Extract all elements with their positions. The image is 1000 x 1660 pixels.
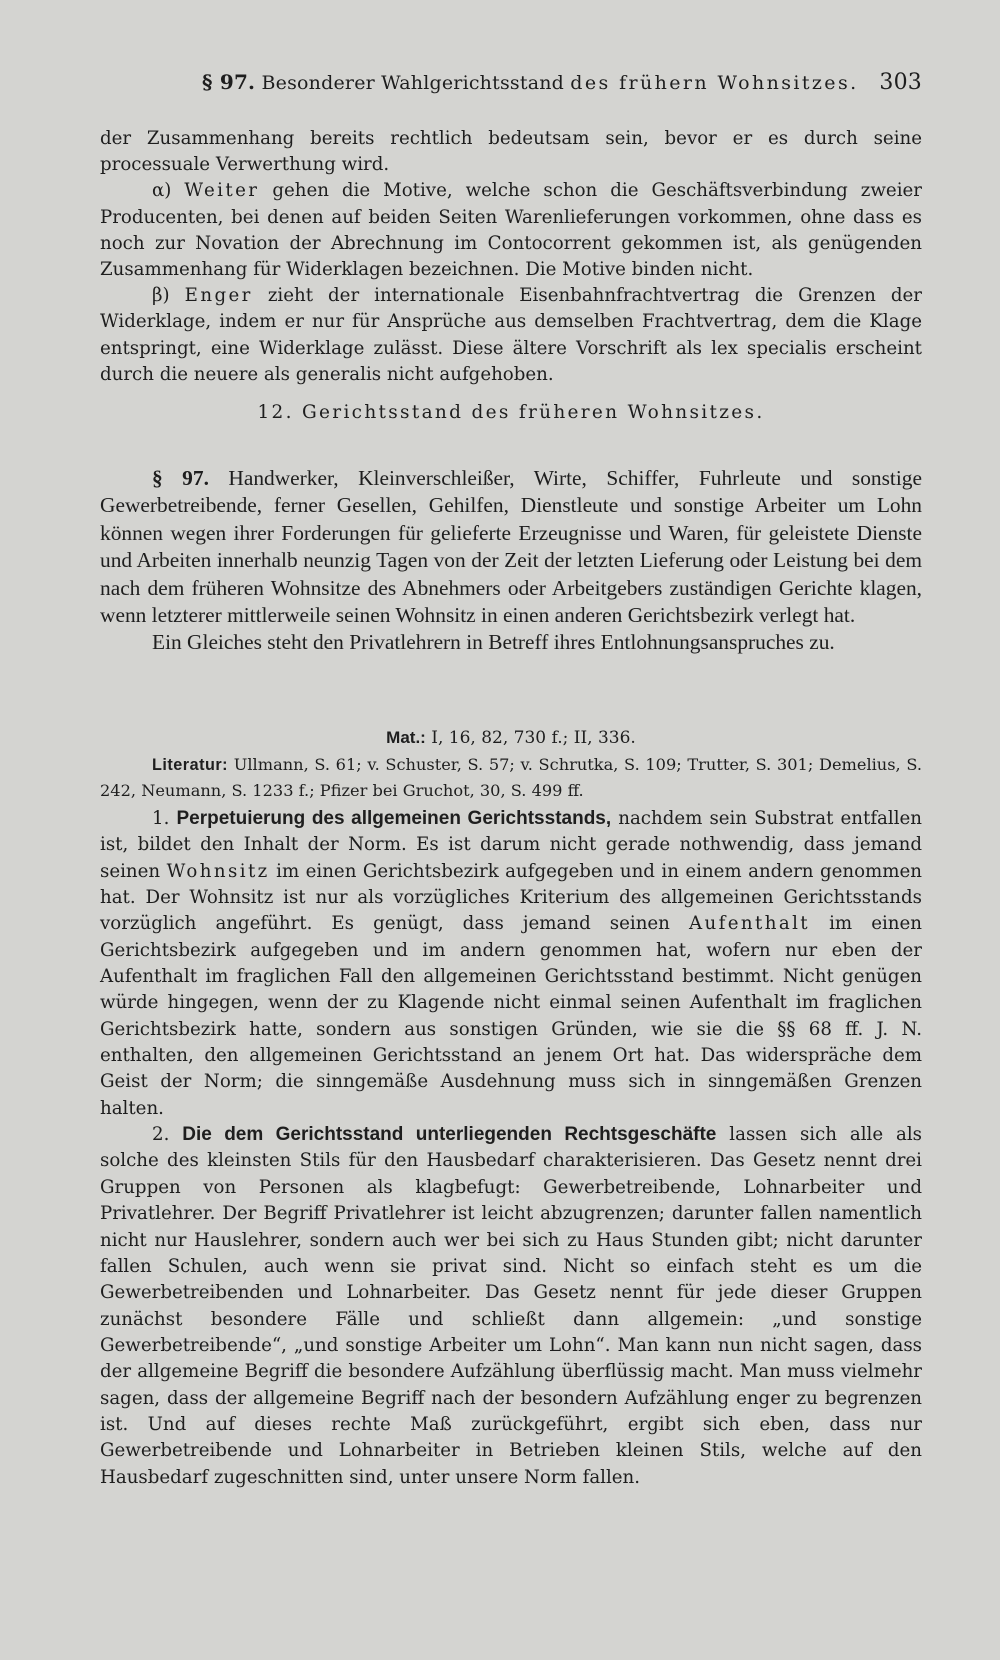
- note-2-heading: Die dem Gerichtsstand unterliegenden Rechtsgeschäfte: [182, 1124, 717, 1146]
- alpha-text: gehen die Motive, welche schon die Geschäftsverbindung zweier Producenten, bei denen auf beiden Seiten Warenlieferungen vorkommen, ohne dass es noch zur Novation der Abrechnung im Contocorrent gekommen ist, als genügenden Zusammenhang für Widerklagen bezeichnen. Die Motive binden nicht.: [100, 180, 922, 281]
- statute-text: [100, 465, 922, 657]
- materials-line: [100, 728, 922, 748]
- header-title-a: Besonderer Wahlgerichtsstand: [261, 72, 565, 94]
- section-title: Gerichtsstand des früheren Wohnsitzes.: [301, 402, 765, 424]
- literature-paragraph: [100, 752, 922, 803]
- section-heading: [100, 400, 922, 426]
- note-1-text-a: nachdem sein Substrat entfallen ist, bildet den Inhalt der Norm. Es ist darum nicht gerade nothwendig, dass jemand seinen: [100, 808, 923, 882]
- statute-sign: § 97.: [152, 466, 209, 490]
- section-number: 12.: [257, 402, 294, 424]
- literature-block: [100, 752, 922, 803]
- note-1-heading: Perpetuierung des allgemeinen Gerichtsstands,: [176, 808, 612, 829]
- commentary: [100, 806, 922, 1491]
- beta-keyword: Enger: [184, 285, 253, 307]
- note-1-text-c: im einen Gerichtsbezirk aufgegeben und im andern genommen hat, wofern nur eben der Aufenthalt im fraglichen Fall den allgemeinen Gerichtsstand bestimmt. Nicht genügen würde hingegen, wenn der zu Klagende nicht einmal seinen Aufenthalt im fraglichen Gerichtsbezirk hatte, sondern aus sonstigen Gründen, wie sie die §§ 68 ff. J. N. enthalten, den allgemeinen Gerichtsstand an jenem Ort hat. Das widerspräche dem Geist der Norm; die sinngemäße Ausdehnung muss sich in sinngemäßen Grenzen halten.: [100, 913, 922, 1119]
- beta-text: zieht der internationale Eisenbahnfrachtvertrag die Grenzen der Widerklage, indem er nur für Ansprüche aus demselben Frachtvertrag, dem die Klage entspringt, eine Widerklage zulässt. Diese ältere Vorschrift als lex specialis erscheint durch die neuere als generalis nicht aufgehoben.: [100, 285, 922, 385]
- intro-paragraph: der Zusammenhang bereits rechtlich bedeutsam sein, bevor er es durch seine processuale Verwerthung wird.: [100, 128, 922, 176]
- header-section-sign: § 97.: [202, 70, 256, 94]
- literature-label: Literatur:: [152, 756, 229, 774]
- note-1-text-b: im einen Gerichtsbezirk aufgegeben und in einem andern genommen hat. Der Wohnsitz ist nur als vorzügliches Kriterium des allgemeinen Gerichtsstands vorzüglich angeführt. Es genügt, dass jemand seinen: [100, 860, 922, 935]
- intro-text: [100, 126, 922, 426]
- statute-paragraph-2: Ein Gleiches steht den Privatlehrern in Betreff ihres Entlohnungsanspruches zu.: [152, 630, 835, 655]
- running-header: [100, 70, 922, 102]
- page-number: 303: [879, 70, 922, 95]
- note-1-aufenthalt: Aufenthalt: [688, 913, 811, 935]
- alpha-paragraph: [100, 178, 922, 283]
- materials-text: I, 16, 82, 730 f.; II, 336.: [431, 728, 636, 748]
- alpha-keyword: Weiter: [184, 180, 260, 202]
- note-1-wohnsitz: Wohnsitz: [166, 860, 270, 882]
- header-title: [202, 70, 859, 94]
- note-2-number: 2.: [152, 1124, 170, 1146]
- statute-p1: Handwerker, Kleinverschleißer, Wirte, Schiffer, Fuhrleute und sonstige Gewerbetreibende, ferner Gesellen, Gehilfen, Dienstleute und sonstige Arbeiter um Lohn können wegen ihrer Forderungen für gelieferte Erzeugnisse und Waren, für geleistete Dienste und Arbeiten innerhalb neunzig Tagen von der Zeit der letzten Lieferung oder Leistung bei dem nach dem früheren Wohnsitze des Abnehmers oder Arbeitgebers zuständigen Gerichte klagen, wenn letzterer mittlerweile seinen Wohnsitz in einen anderen Gerichtsbezirk verlegt hat.: [100, 466, 922, 628]
- header-title-b: des frühern Wohnsitzes.: [570, 72, 859, 94]
- materials-label: Mat.:: [386, 728, 426, 747]
- alpha-marker: α): [152, 180, 172, 202]
- note-1-number: 1.: [152, 808, 170, 829]
- beta-paragraph: [100, 283, 922, 388]
- commentary-note-1: [100, 806, 922, 1122]
- statute-paragraph-1: [100, 465, 922, 629]
- literature-text: Ullmann, S. 61; v. Schuster, S. 57; v. Schrutka, S. 109; Trutter, S. 301; Demelius, S. 242, Neumann, S. 1233 f.; Pfizer bei Gruchot, 30, S. 499 ff.: [100, 755, 922, 800]
- note-2-text: lassen sich alle als solche des kleinsten Stils für den Hausbedarf charakterisieren. Das Gesetz nennt drei Gruppen von Personen als klagbefugt: Gewerbetreibende, Lohnarbeiter und Privatlehrer. Der Begriff Privatlehrer ist leicht abzugrenzen; darunter fallen namentlich nicht nur Hauslehrer, sondern auch wer bei sich zu Haus Stunden gibt; nicht darunter fallen Schulen, auch wenn sie privat sind. Nicht so einfach steht es um die Gewerbetreibenden und Lohnarbeiter. Das Gesetz nennt für jede dieser Gruppen zunächst besondere Fälle und schließt dann allgemein: „und sonstige Gewerbetreibende“, „und sonstige Arbeiter um Lohn“. Man kann nun nicht sagen, dass der allgemeine Begriff die besondere Aufzählung überflüssig macht. Man muss vielmehr sagen, dass der allgemeine Begriff nach der besondern Aufzählung enger zu begrenzen ist. Und auf dieses rechte Maß zurückgeführt, ergibt sich eben, dass nur Gewerbetreibende und Lohnarbeiter in Betrieben kleinen Stils, welche auf den Hausbedarf zugeschnitten sind, unter unsere Norm fallen.: [100, 1124, 922, 1488]
- commentary-note-2: [100, 1122, 922, 1491]
- beta-marker: β): [152, 285, 170, 307]
